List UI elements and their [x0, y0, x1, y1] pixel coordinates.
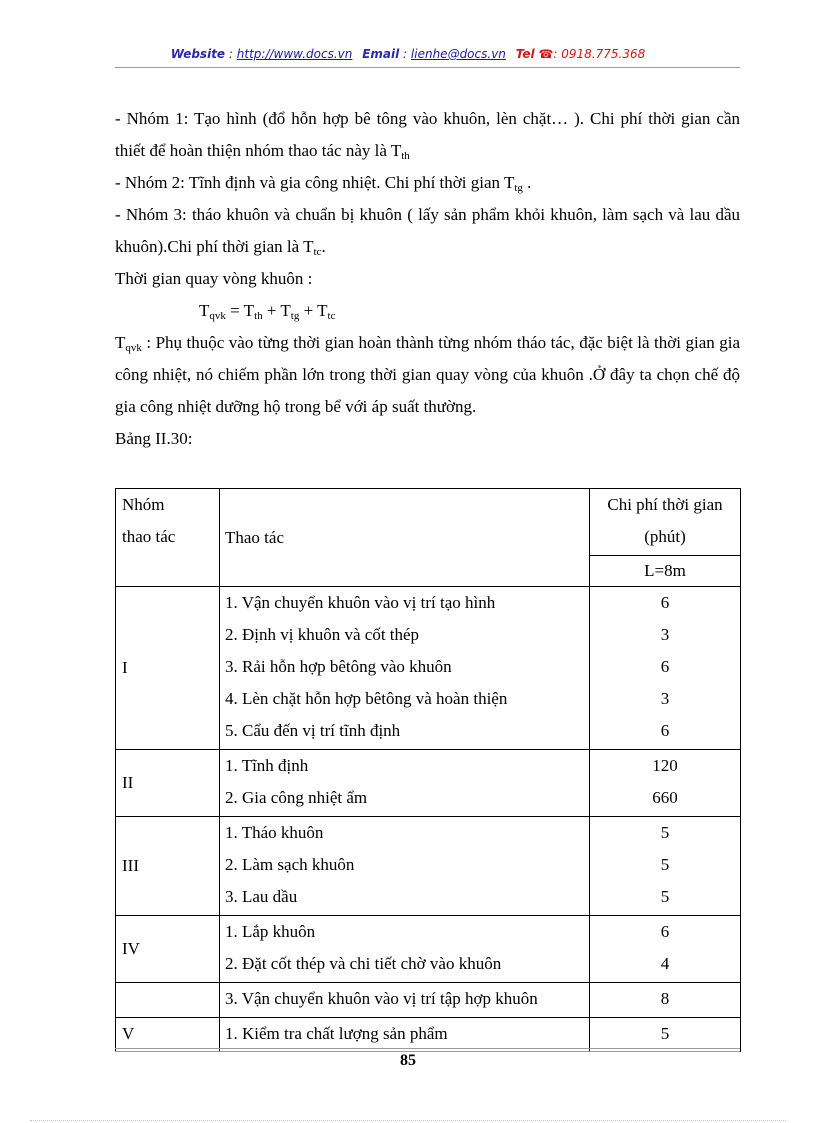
operations-cell [220, 1018, 590, 1053]
paragraph-group-3: - Nhóm 3: tháo khuôn và chuẩn bị khuôn ( lấy sản phẩm khỏi khuôn, làm sạch và lau dầu khuôn).Chi phí thời gian là $T_{tc}$. [115, 205, 740, 258]
operations-cell [220, 817, 590, 916]
table-row [116, 1018, 741, 1053]
group-name-cell [116, 983, 220, 1018]
operations-cell [220, 916, 590, 983]
operation-item: 2. Định vị khuôn và cốt thép [225, 625, 420, 644]
table-row [116, 817, 741, 916]
cost-value: 3 [660, 689, 670, 708]
table-row [116, 983, 741, 1018]
operation-item: 1. Vận chuyển khuôn vào vị trí tạo hình [225, 593, 496, 612]
group-name-cell: II [116, 750, 220, 817]
email-separator: : [403, 47, 408, 61]
operations-cell [220, 983, 590, 1018]
operation-item: 4. Lèn chặt hỗn hợp bêtông và hoàn thiện [225, 689, 508, 708]
cost-value: 5 [660, 823, 670, 842]
website-link[interactable]: http://www.docs.vn [236, 47, 353, 61]
cost-cell [590, 750, 741, 817]
operation-item: 3. Vận chuyển khuôn vào vị trí tập hợp khuôn [225, 989, 538, 1008]
group-name-cell: I [116, 587, 220, 750]
operation-item: 1. Kiểm tra chất lượng sản phẩm [225, 1024, 448, 1043]
phone-number: : 0918.775.368 [553, 47, 646, 61]
header-group: Nhóm thao tác [116, 489, 220, 587]
cost-cell [590, 983, 741, 1018]
group-name-cell: V [116, 1018, 220, 1053]
paragraph-group-2: - Nhóm 2: Tĩnh định và gia công nhiệt. Chi phí thời gian $T_{tg}$ . [115, 173, 532, 194]
header-length: L=8m [590, 555, 740, 586]
cost-value: 5 [660, 887, 670, 906]
email-label: Email [362, 47, 400, 61]
table-row [116, 916, 741, 983]
operation-item: 5. Cẩu đến vị trí tĩnh định [225, 721, 401, 740]
page-number: 85 [400, 1052, 416, 1069]
group-name-cell: IV [116, 916, 220, 983]
operation-item: 1. Tĩnh định [225, 756, 309, 775]
table-header-row [116, 489, 741, 587]
paragraph-explanation: $T_{qvk}$ : Phụ thuộc vào từng thời gian hoàn thành từng nhóm tháo tác, đặc biệt là thời gian gia công nhiệt, nó chiếm phần lớn trong thời gian quay vòng của khuôn .Ở đây ta chọn chế độ gia công nhiệt dưỡng hộ trong bể với áp suất thường. [115, 333, 740, 416]
cost-value: 3 [660, 625, 670, 644]
table-body [116, 587, 741, 1053]
cost-value: 4 [660, 954, 670, 973]
telephone-icon: ☎ [538, 47, 554, 61]
operations-cell [220, 587, 590, 750]
cost-value: 6 [660, 593, 670, 612]
operation-item: 2. Làm sạch khuôn [225, 855, 355, 874]
header-operation: Thao tác [220, 489, 590, 587]
operation-item: 2. Gia công nhiệt ẩm [225, 788, 368, 807]
cost-value: 5 [660, 1024, 670, 1043]
formula: $T_{qvk} = T_{th} + T_{tg} + T_{tc}$ [199, 301, 336, 322]
cost-cell [590, 1018, 741, 1053]
cost-value: 6 [660, 657, 670, 676]
cost-cell [590, 587, 741, 750]
paragraph-cycle-time: Thời gian quay vòng khuôn : [115, 269, 313, 288]
cost-value: 5 [660, 855, 670, 874]
website-separator: : [228, 47, 233, 61]
page-bottom-border [30, 1120, 786, 1121]
operations-table [115, 488, 741, 1052]
body-text [115, 103, 740, 455]
cost-value: 6 [660, 721, 670, 740]
operations-cell [220, 750, 590, 817]
operation-item: 3. Lau dầu [225, 887, 298, 906]
cost-cell [590, 916, 741, 983]
cost-value: 6 [660, 922, 670, 941]
paragraph-group-1: - Nhóm 1: Tạo hình (đổ hỗn hợp bê tông vào khuôn, lèn chặt… ). Chi phí thời gian cần thiết để hoàn thiện nhóm thao tác này là $T_{th}$ [115, 109, 740, 162]
email-link[interactable]: lienhe@docs.vn [410, 47, 506, 61]
footer-rule [115, 1048, 740, 1049]
page-header [0, 47, 816, 61]
operation-item: 2. Đặt cốt thép và chi tiết chờ vào khuôn [225, 954, 502, 973]
group-name-cell: III [116, 817, 220, 916]
operation-item: 1. Tháo khuôn [225, 823, 324, 842]
website-label: Website [170, 47, 226, 61]
header-cost: Chi phí thời gian (phút) L=8m [590, 489, 741, 587]
table-caption: Bảng II.30: [115, 429, 193, 448]
cost-value: 660 [652, 788, 678, 807]
cost-value: 120 [652, 756, 678, 775]
cost-value: 8 [660, 989, 670, 1008]
table-row [116, 587, 741, 750]
header-rule [115, 67, 740, 68]
operation-item: 3. Rải hỗn hợp bêtông vào khuôn [225, 657, 452, 676]
table-row [116, 750, 741, 817]
tel-label: Tel [515, 47, 535, 61]
cost-cell [590, 817, 741, 916]
operation-item: 1. Lắp khuôn [225, 922, 316, 941]
